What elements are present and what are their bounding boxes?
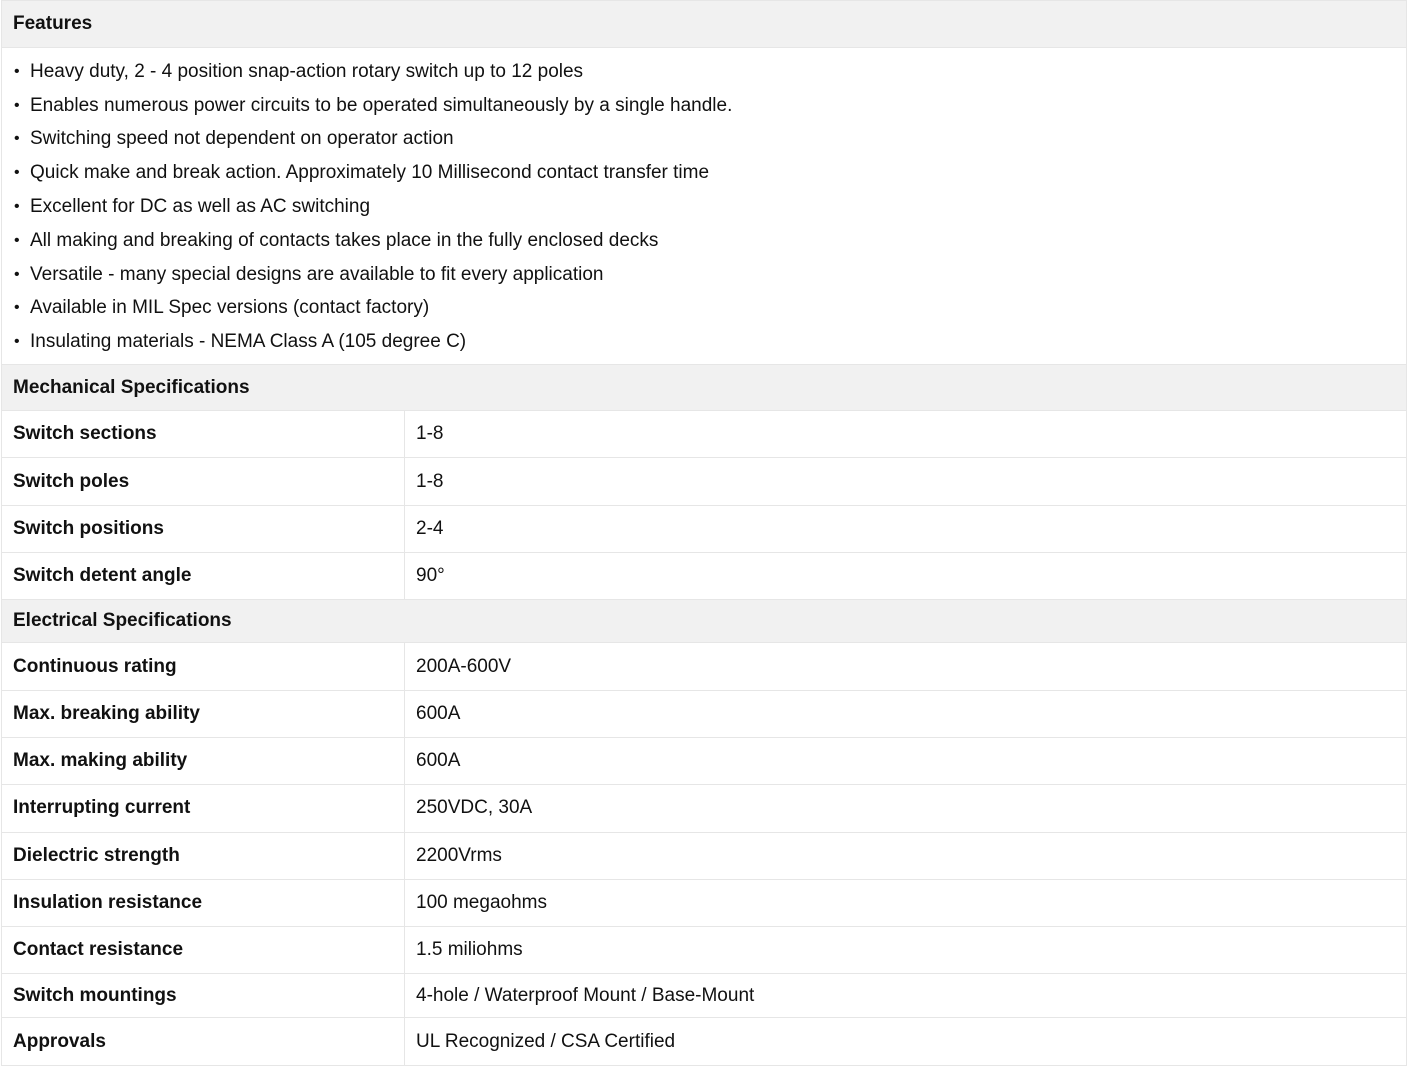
- table-row: [2, 458, 1406, 505]
- bullet-icon: •: [14, 198, 20, 216]
- row-value: 600A: [416, 702, 461, 724]
- list-item: [2, 258, 1406, 292]
- table-row: [2, 411, 1406, 458]
- features-header: [2, 1, 1406, 48]
- bullet-icon: •: [14, 333, 20, 351]
- row-value: 200A-600V: [416, 655, 512, 677]
- list-item: [2, 292, 1406, 326]
- list-item: [2, 224, 1406, 258]
- row-value: 600A: [416, 750, 461, 772]
- row-label: Continuous rating: [2, 643, 405, 689]
- row-label: Max. breaking ability: [2, 691, 405, 737]
- feature-text: Versatile - many special designs are available to fit every application: [30, 263, 604, 285]
- list-item: [2, 123, 1406, 157]
- table-row: [2, 1018, 1406, 1065]
- list-item: [2, 89, 1406, 123]
- feature-text: Switching speed not dependent on operator action: [30, 128, 454, 150]
- row-value: 1-8: [416, 423, 444, 445]
- row-label: Switch positions: [2, 506, 405, 552]
- feature-text: Heavy duty, 2 - 4 position snap-action rotary switch up to 12 poles: [30, 60, 584, 82]
- row-value: 90°: [416, 565, 445, 587]
- list-item: [2, 190, 1406, 224]
- list-item: [2, 55, 1406, 89]
- bullet-icon: •: [14, 164, 20, 182]
- row-label: Switch poles: [2, 458, 405, 504]
- table-row: [2, 643, 1406, 690]
- row-label: Contact resistance: [2, 927, 405, 973]
- row-label: Switch mountings: [2, 974, 405, 1017]
- row-value: 2-4: [416, 517, 444, 539]
- mechanical-title: Mechanical Specifications: [13, 376, 250, 398]
- bullet-icon: •: [14, 231, 20, 249]
- feature-text: Quick make and break action. Approximately 10 Millisecond contact transfer time: [30, 162, 710, 184]
- bullet-icon: •: [14, 130, 20, 148]
- table-row: [2, 553, 1406, 600]
- table-row: [2, 833, 1406, 880]
- row-label: Interrupting current: [2, 785, 405, 831]
- table-row: [2, 974, 1406, 1018]
- table-row: [2, 785, 1406, 832]
- table-row: [2, 506, 1406, 553]
- table-row: [2, 738, 1406, 785]
- electrical-header: [2, 600, 1406, 643]
- row-value: 1.5 miliohms: [416, 939, 523, 961]
- row-label: Switch sections: [2, 411, 405, 457]
- row-value: 2200Vrms: [416, 844, 502, 866]
- bullet-icon: •: [14, 265, 20, 283]
- bullet-icon: •: [14, 62, 20, 80]
- list-item: [2, 156, 1406, 190]
- feature-text: Enables numerous power circuits to be operated simultaneously by a single handle.: [30, 94, 733, 116]
- spec-table: [1, 0, 1407, 1066]
- row-label: Approvals: [2, 1018, 405, 1064]
- row-value: UL Recognized / CSA Certified: [416, 1030, 676, 1052]
- row-value: 100 megaohms: [416, 891, 547, 913]
- table-row: [2, 927, 1406, 974]
- row-value: 4-hole / Waterproof Mount / Base-Mount: [416, 984, 755, 1006]
- features-title: Features: [13, 13, 93, 34]
- bullet-icon: •: [14, 96, 20, 114]
- electrical-title: Electrical Specifications: [13, 610, 232, 632]
- table-row: [2, 691, 1406, 738]
- features-list: [2, 48, 1406, 364]
- table-row: [2, 880, 1406, 927]
- list-item: [2, 325, 1406, 359]
- feature-text: All making and breaking of contacts takes place in the fully enclosed decks: [30, 229, 659, 251]
- row-label: Max. making ability: [2, 738, 405, 784]
- bullet-icon: •: [14, 299, 20, 317]
- row-label: Insulation resistance: [2, 880, 405, 926]
- row-label: Switch detent angle: [2, 553, 405, 599]
- row-label: Dielectric strength: [2, 833, 405, 879]
- mechanical-header: [2, 364, 1406, 411]
- row-value: 250VDC, 30A: [416, 797, 533, 819]
- feature-text: Insulating materials - NEMA Class A (105 degree C): [30, 331, 467, 353]
- feature-text: Excellent for DC as well as AC switching: [30, 196, 371, 218]
- feature-text: Available in MIL Spec versions (contact factory): [30, 297, 430, 319]
- row-value: 1-8: [416, 470, 444, 492]
